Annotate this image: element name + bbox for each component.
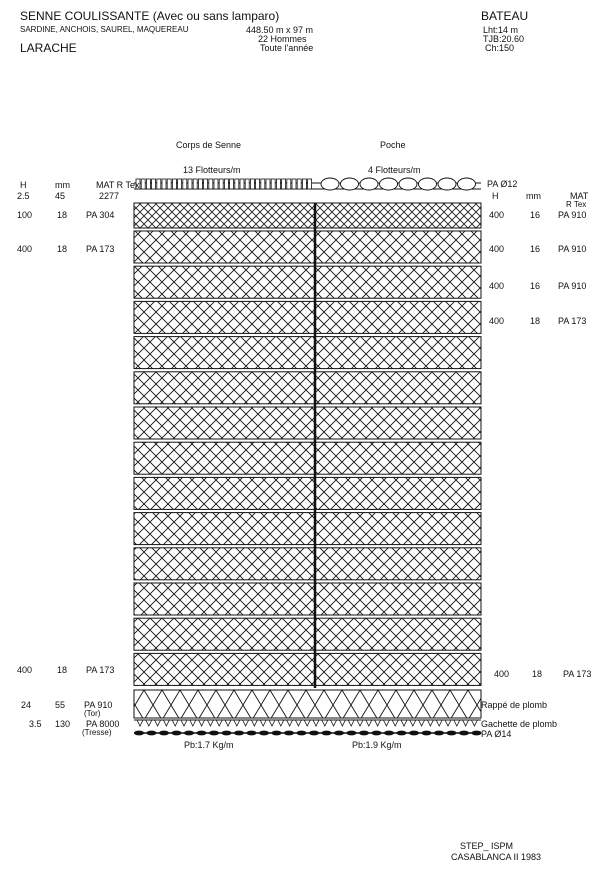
left-row-2-mm: 18 [57, 244, 68, 254]
lead-weight [284, 731, 294, 736]
float-small [214, 179, 218, 189]
rappe-mat: PA 910 [84, 700, 113, 710]
gachette-link [181, 720, 187, 726]
float-small [302, 179, 306, 189]
right-mm-header: mm [526, 191, 541, 201]
gachette-link [234, 720, 240, 726]
gachette-link [190, 720, 196, 726]
gachette-link [313, 720, 319, 726]
gachette-link [436, 720, 442, 726]
lead-weight [472, 731, 482, 736]
gachette-link [243, 720, 249, 726]
rappe-sub: (Tor) [84, 709, 101, 718]
gachette-link [287, 720, 293, 726]
right-row-2-mm: 16 [530, 244, 541, 254]
net-panel [134, 513, 481, 545]
gachette-link [199, 720, 205, 726]
float-small [162, 179, 166, 189]
gachette-link [463, 720, 469, 726]
lead-weight [447, 731, 457, 736]
bottom-right-mat: PA 173 [563, 669, 592, 679]
lead-weight [222, 731, 232, 736]
float-small [292, 179, 296, 189]
gachette-link [322, 720, 328, 726]
float-small [261, 179, 265, 189]
right-rtex-header: R Tex [566, 200, 587, 209]
right-row-1-mm: 16 [530, 210, 541, 220]
float-small [188, 179, 192, 189]
float-small [167, 179, 171, 189]
lead-weight [259, 731, 269, 736]
float-small [219, 179, 223, 189]
float-small [250, 179, 254, 189]
net-panel [134, 407, 481, 439]
title-line-1: SENNE COULISSANTE (Avec ou sans lamparo) [20, 9, 280, 23]
lead-weight [397, 731, 407, 736]
floats-left-label: 13 Flotteurs/m [183, 165, 241, 175]
gachette-link [251, 720, 257, 726]
gachette-link [163, 720, 169, 726]
float-small [204, 179, 208, 189]
gachette-mm: 130 [55, 719, 71, 729]
gachette-link [225, 720, 231, 726]
bottom-left-h: 400 [17, 665, 33, 675]
float-small [256, 179, 260, 189]
gachette-link [295, 720, 301, 726]
right-h-header: H [492, 191, 499, 201]
gachette-link [216, 720, 222, 726]
net-panel [134, 477, 481, 509]
float-small [276, 179, 280, 189]
lead-weight [422, 731, 432, 736]
boat-tjb: TJB:20.60 [483, 34, 525, 44]
lead-weight [159, 731, 169, 736]
float-small [287, 179, 291, 189]
net-panel [134, 653, 481, 685]
left-h-header: H [20, 180, 27, 190]
left-mat-header: MAT R Tex [96, 180, 140, 190]
lead-weight [234, 731, 244, 736]
corps-label: Corps de Senne [176, 140, 242, 150]
gachette-link [410, 720, 416, 726]
right-row-4-h: 400 [489, 316, 505, 326]
net-panel [134, 337, 481, 369]
lead-weight [372, 731, 382, 736]
lead-weight [334, 731, 344, 736]
lead-weight [197, 731, 207, 736]
right-row-4-mm: 18 [530, 316, 541, 326]
right-row-3-mat: PA 910 [558, 281, 587, 291]
float-small [141, 179, 145, 189]
float-line [134, 178, 481, 190]
left-mm-header: mm [55, 180, 70, 190]
lead-weight [272, 731, 282, 736]
net-panel [134, 372, 481, 404]
float-small [266, 179, 270, 189]
float-small [308, 179, 312, 189]
net-panel [134, 301, 481, 333]
bottom-left-mm: 18 [57, 665, 68, 675]
net-panel [134, 442, 481, 474]
left-row-2-h: 400 [17, 244, 33, 254]
float-large [341, 178, 359, 190]
gachette-mat: PA 8000 [86, 719, 120, 729]
right-row-2-h: 400 [489, 244, 505, 254]
right-row-4-mat: PA 173 [558, 316, 587, 326]
lead-weight [134, 731, 144, 736]
floats-right-label: 4 Flotteurs/m [368, 165, 421, 175]
net-panel-top [134, 203, 481, 228]
lead-weight [184, 731, 194, 736]
right-row-1-h: 400 [489, 210, 505, 220]
gachette-link [269, 720, 275, 726]
float-small [245, 179, 249, 189]
lead-right-label: Pb:1.9 Kg/m [352, 740, 402, 750]
gachette-link [304, 720, 310, 726]
float-small [224, 179, 228, 189]
lead-weight [297, 731, 307, 736]
species-line: SARDINE, ANCHOIS, SAUREL, MAQUEREAU [20, 25, 189, 34]
gachette-link [375, 720, 381, 726]
boat-title: BATEAU [481, 9, 529, 23]
left-row-2-mat: PA 173 [86, 244, 115, 254]
lead-weight [359, 731, 369, 736]
gachette-link [383, 720, 389, 726]
float-large [360, 178, 378, 190]
float-small [146, 179, 150, 189]
float-small [198, 179, 202, 189]
float-small [157, 179, 161, 189]
lead-weight [347, 731, 357, 736]
rappe-panel [134, 690, 481, 718]
float-large [399, 178, 417, 190]
gachette-link [146, 720, 152, 726]
rappe-label: Rappé de plomb [481, 700, 548, 710]
lead-weight [172, 731, 182, 736]
gachette-link [348, 720, 354, 726]
float-large [419, 178, 437, 190]
float-small [172, 179, 176, 189]
gachette-link [427, 720, 433, 726]
gachette-link [419, 720, 425, 726]
float-large [321, 178, 339, 190]
lead-weight [309, 731, 319, 736]
dimensions-label: 448.50 m x 97 m [246, 25, 314, 35]
gachette-link [207, 720, 213, 726]
right-row-3-h: 400 [489, 281, 505, 291]
right-mat-header: MAT [570, 191, 589, 201]
lead-left-label: Pb:1.7 Kg/m [184, 740, 234, 750]
net-panel [134, 231, 481, 263]
gachette-link [278, 720, 284, 726]
footrope-label: PA Ø14 [481, 729, 512, 739]
footer-org: STEP_ ISPM [460, 841, 514, 851]
crew-label: 22 Hommes [258, 34, 307, 44]
right-row-1-mat: PA 910 [558, 210, 587, 220]
gachette-label: Gachette de plomb [481, 719, 558, 729]
lead-weight [209, 731, 219, 736]
float-small [183, 179, 187, 189]
lead-weight [147, 731, 157, 736]
boat-length: Lht:14 m [483, 25, 519, 35]
lead-weight [459, 731, 469, 736]
float-small [271, 179, 275, 189]
float-large [380, 178, 398, 190]
gachette-link [137, 720, 143, 726]
gachette-link [172, 720, 178, 726]
headrope-label: PA Ø12 [487, 179, 518, 189]
float-small [235, 179, 239, 189]
right-row-3-mm: 16 [530, 281, 541, 291]
gachette-link [260, 720, 266, 726]
net-panels [134, 203, 481, 718]
lead-weight [322, 731, 332, 736]
float-large [458, 178, 476, 190]
gachette-link [471, 720, 477, 726]
net-panel [134, 266, 481, 298]
footer-place: CASABLANCA II 1983 [451, 852, 542, 862]
float-small [193, 179, 197, 189]
gachette-link [454, 720, 460, 726]
lead-line [134, 720, 482, 735]
left-row-1-mm: 18 [57, 210, 68, 220]
float-small [152, 179, 156, 189]
headrope-rtex-value: 2277 [99, 191, 120, 201]
float-large [438, 178, 456, 190]
net-panel [134, 583, 481, 615]
location-label: LARACHE [20, 41, 77, 55]
lead-weight [434, 731, 444, 736]
poche-label: Poche [380, 140, 406, 150]
float-small [209, 179, 213, 189]
gachette-link [339, 720, 345, 726]
rappe-mm: 55 [55, 700, 66, 710]
float-small [240, 179, 244, 189]
lead-weight [384, 731, 394, 736]
net-panel [134, 618, 481, 650]
gachette-h: 3.5 [29, 719, 42, 729]
headrope-mm-value: 45 [55, 191, 66, 201]
headrope-h-value: 2.5 [17, 191, 30, 201]
left-row-1-mat: PA 304 [86, 210, 115, 220]
bottom-right-mm: 18 [532, 669, 543, 679]
left-row-1-h: 100 [17, 210, 33, 220]
float-small [230, 179, 234, 189]
gachette-link [331, 720, 337, 726]
gachette-link [445, 720, 451, 726]
right-row-2-mat: PA 910 [558, 244, 587, 254]
lead-weight [247, 731, 257, 736]
lead-weight [409, 731, 419, 736]
float-small [282, 179, 286, 189]
rappe-h: 24 [21, 700, 32, 710]
gachette-link [155, 720, 161, 726]
gachette-link [366, 720, 372, 726]
gachette-link [392, 720, 398, 726]
gachette-link [401, 720, 407, 726]
bottom-left-mat: PA 173 [86, 665, 115, 675]
net-panel [134, 548, 481, 580]
season-label: Toute l'année [260, 43, 314, 53]
float-small [297, 179, 301, 189]
boat-horsepower: Ch:150 [485, 43, 515, 53]
bottom-right-h: 400 [494, 669, 510, 679]
gachette-link [357, 720, 363, 726]
float-small [178, 179, 182, 189]
gachette-sub: (Tresse) [82, 728, 112, 737]
